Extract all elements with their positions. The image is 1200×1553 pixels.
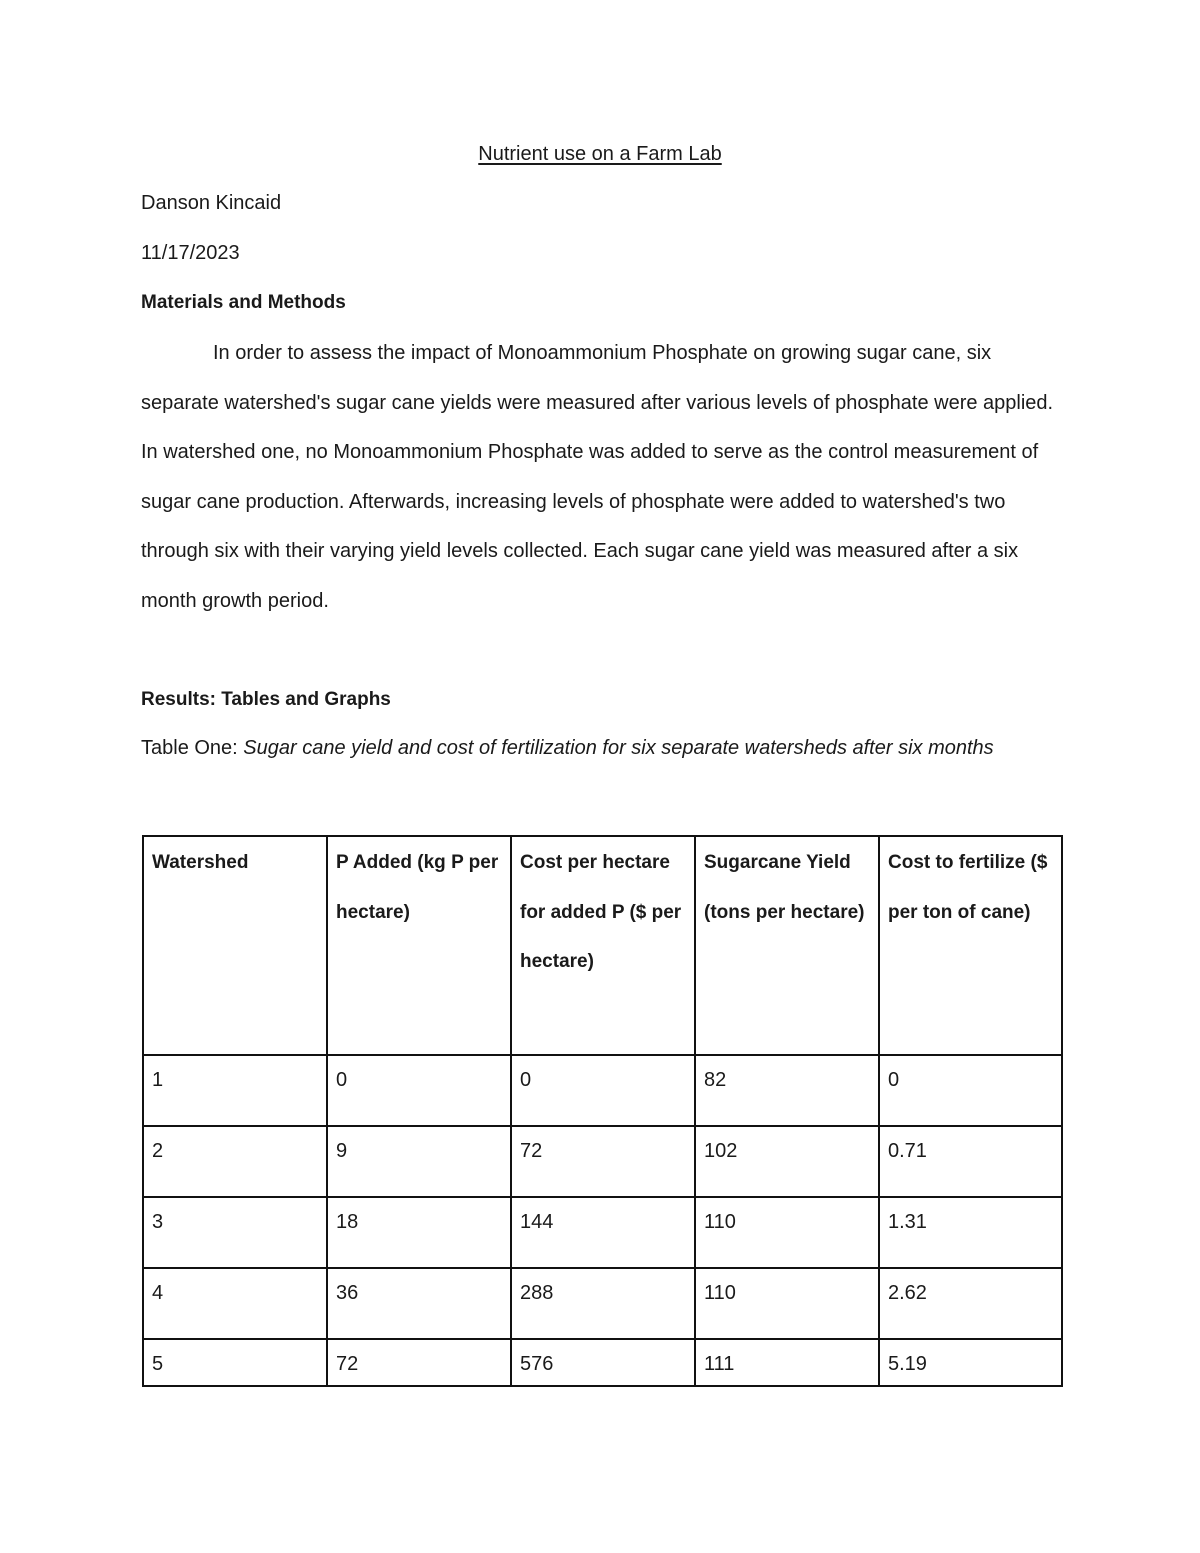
header-sugarcane-yield: Sugarcane Yield (tons per hectare) — [695, 836, 879, 1055]
table-row — [143, 1339, 1062, 1386]
table-cell: 72 — [327, 1339, 511, 1386]
table-cell: 18 — [327, 1197, 511, 1268]
table-cell: 0 — [327, 1055, 511, 1126]
table-cell: 0.71 — [879, 1126, 1062, 1197]
table-cell: 288 — [511, 1268, 695, 1339]
methods-paragraph: In order to assess the impact of Monoammonium Phosphate on growing sugar cane, six separate watershed's sugar cane yields were measured after various levels of phosphate were applied. In watershed one, no Monoammonium Phosphate was added to serve as the control measurement of sugar cane production. Afterwards, increasing levels of phosphate were added to watershed's two through six with their varying yield levels collected. Each sugar cane yield was measured after a six month growth period. — [141, 342, 1054, 612]
document-date: 11/17/2023 — [141, 242, 240, 264]
table-cell: 5 — [143, 1339, 327, 1386]
table-cell: 0 — [879, 1055, 1062, 1126]
header-watershed: Watershed — [143, 836, 327, 1055]
table-cell: 576 — [511, 1339, 695, 1386]
table-cell: 5.19 — [879, 1339, 1062, 1386]
table-row — [143, 1126, 1062, 1197]
table-cell: 110 — [695, 1268, 879, 1339]
methods-heading: Materials and Methods — [141, 292, 346, 313]
table-cell: 1.31 — [879, 1197, 1062, 1268]
table-cell: 2.62 — [879, 1268, 1062, 1339]
table-cell: 9 — [327, 1126, 511, 1197]
table-row — [143, 1055, 1062, 1126]
table-cell: 111 — [695, 1339, 879, 1386]
table-cell: 144 — [511, 1197, 695, 1268]
header-cost-to-fertilize: Cost to fertilize ($ per ton of cane) — [879, 836, 1062, 1055]
table-cell: 72 — [511, 1126, 695, 1197]
results-table — [142, 835, 1063, 1387]
table-row — [143, 1197, 1062, 1268]
header-cost-per-hectare: Cost per hectare for added P ($ per hectare) — [511, 836, 695, 1055]
table-caption — [141, 724, 1021, 774]
table-cell: 1 — [143, 1055, 327, 1126]
table-cell: 2 — [143, 1126, 327, 1197]
document-title: Nutrient use on a Farm Lab — [478, 143, 722, 165]
table-cell: 82 — [695, 1055, 879, 1126]
table-cell: 110 — [695, 1197, 879, 1268]
table-cell: 102 — [695, 1126, 879, 1197]
document-title-line — [0, 142, 1200, 166]
table-header-row — [143, 836, 1062, 1055]
table-caption-text: Sugar cane yield and cost of fertilization for six separate watersheds after six months — [243, 737, 994, 759]
table-cell: 0 — [511, 1055, 695, 1126]
table-cell: 3 — [143, 1197, 327, 1268]
author-name: Danson Kincaid — [141, 192, 282, 214]
table-row — [143, 1268, 1062, 1339]
results-heading: Results: Tables and Graphs — [141, 689, 391, 710]
table-cell: 4 — [143, 1268, 327, 1339]
table-caption-label: Table One: — [141, 737, 244, 759]
table-cell: 36 — [327, 1268, 511, 1339]
header-p-added: P Added (kg P per hectare) — [327, 836, 511, 1055]
